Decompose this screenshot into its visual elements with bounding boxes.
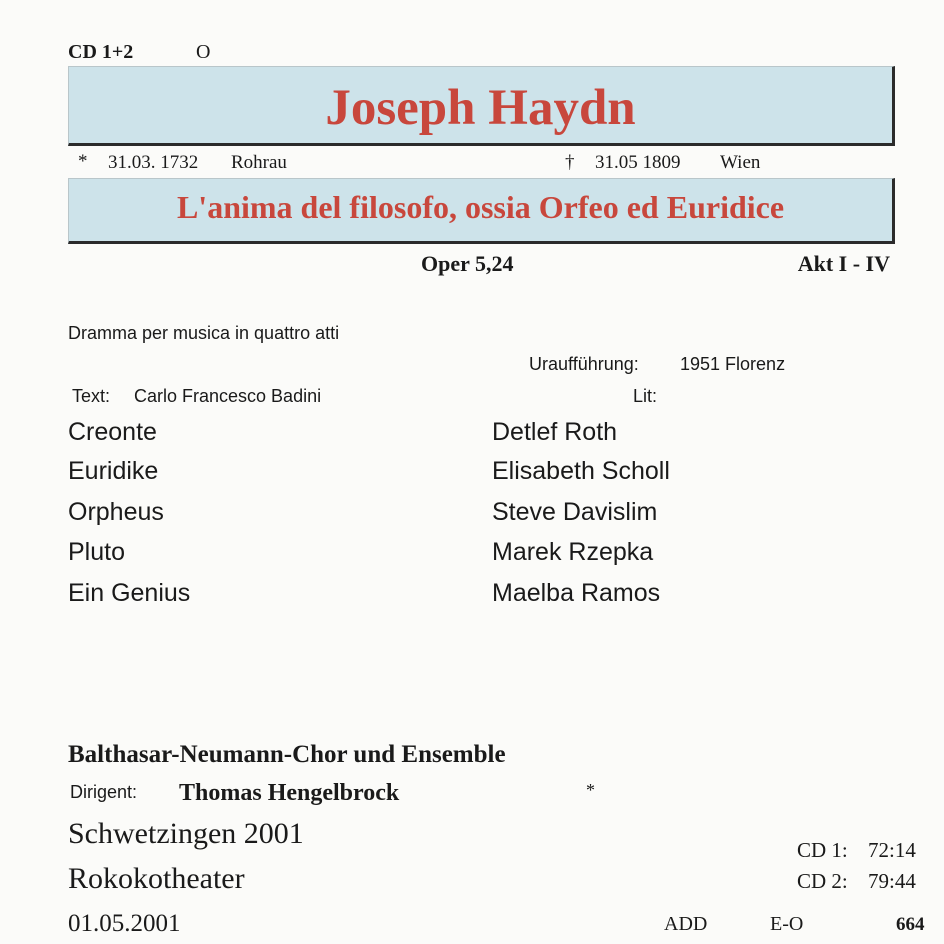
edition-code: E-O xyxy=(770,913,804,935)
work-title-banner xyxy=(68,178,895,244)
death-place: Wien xyxy=(720,152,761,173)
cd-label: CD 1+2 xyxy=(68,41,134,63)
lit-label: Lit: xyxy=(633,386,658,406)
asterisk: * xyxy=(586,780,595,800)
location: Schwetzingen 2001 xyxy=(68,817,304,850)
acts: Akt I - IV xyxy=(797,251,890,276)
cd2-time: 79:44 xyxy=(868,869,916,893)
genre: Dramma per musica in quattro atti xyxy=(68,323,340,343)
conductor-label: Dirigent: xyxy=(70,782,138,802)
recording-type: ADD xyxy=(664,913,708,935)
death-symbol: † xyxy=(565,152,575,173)
text-label: Text: xyxy=(72,386,111,406)
composer-name: Joseph Haydn xyxy=(325,80,636,136)
catalog-number: 664 xyxy=(896,914,925,935)
ensemble: Balthasar-Neumann-Chor und Ensemble xyxy=(68,741,506,768)
text-author: Carlo Francesco Badini xyxy=(134,386,322,406)
recording-date: 01.05.2001 xyxy=(68,910,181,937)
cd2-label: CD 2: xyxy=(797,869,848,893)
birth-date: 31.03. 1732 xyxy=(108,152,199,173)
venue: Rokokotheater xyxy=(68,862,245,895)
cast-role: Orpheus xyxy=(68,498,164,526)
cast-singer: Detlef Roth xyxy=(492,418,618,446)
premiere-label: Uraufführung: xyxy=(529,354,639,374)
cd1-label: CD 1: xyxy=(797,838,848,862)
opus: Oper 5,24 xyxy=(421,251,514,276)
cast-singer: Elisabeth Scholl xyxy=(492,457,670,485)
birth-symbol: * xyxy=(78,151,88,172)
cast-role: Creonte xyxy=(68,418,157,446)
cd1-time: 72:14 xyxy=(868,838,916,862)
cast-role: Pluto xyxy=(68,538,125,566)
marker: O xyxy=(196,41,211,63)
cast-singer: Maelba Ramos xyxy=(492,579,661,607)
death-date: 31.05 1809 xyxy=(595,152,681,173)
cast-singer: Marek Rzepka xyxy=(492,538,654,566)
cast-role: Ein Genius xyxy=(68,579,191,607)
premiere-value: 1951 Florenz xyxy=(680,354,786,374)
work-title: L'anima del filosofo, ossia Orfeo ed Euridice xyxy=(176,189,785,225)
cast-singer: Steve Davislim xyxy=(492,498,658,526)
composer-banner xyxy=(68,66,895,146)
cast-role: Euridike xyxy=(68,457,159,485)
birth-place: Rohrau xyxy=(231,152,287,173)
conductor: Thomas Hengelbrock xyxy=(179,780,400,806)
